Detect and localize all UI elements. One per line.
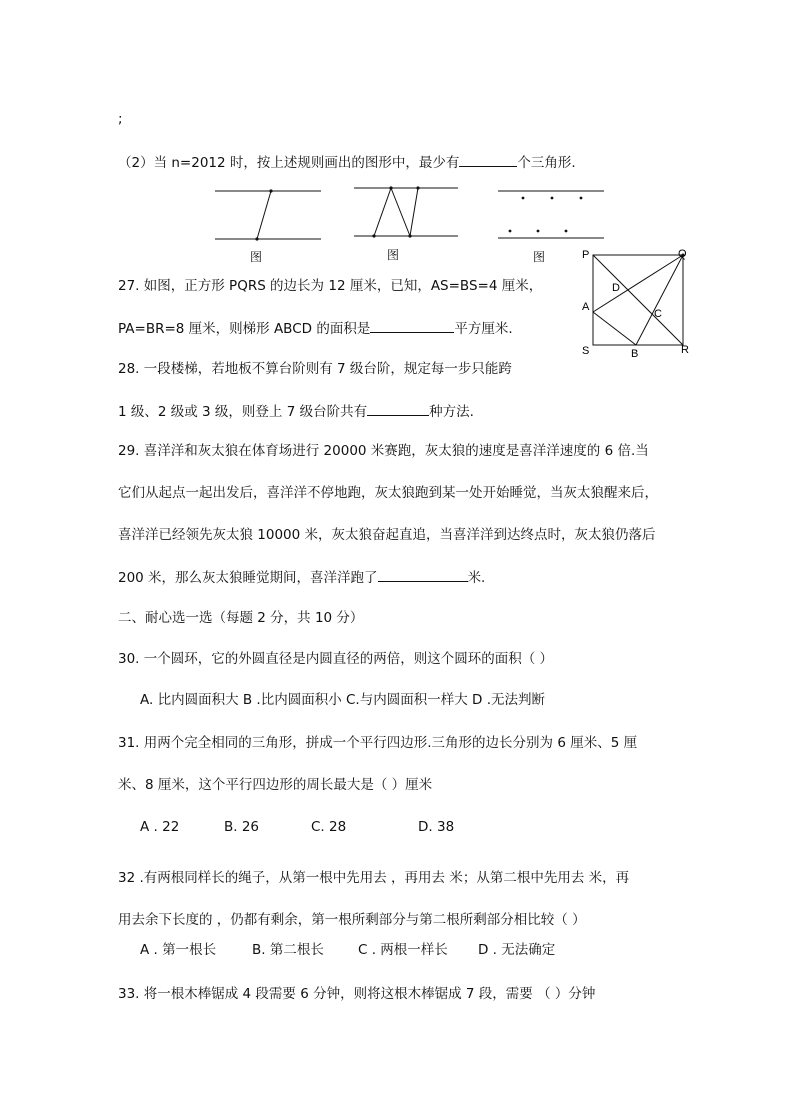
q32-options	[140, 941, 555, 959]
q32-option-a[interactable]: A . 第一根长	[140, 942, 217, 958]
q28-text-end: 种方法.	[429, 404, 474, 420]
q31-option-b[interactable]: B. 26	[224, 819, 260, 835]
figure-3	[498, 185, 608, 245]
section-2-heading: 二、耐心选一选（每题 2 分，共 10 分）	[118, 610, 364, 626]
q28-answer-blank[interactable]	[367, 401, 429, 416]
q31-option-d[interactable]: D. 38	[418, 819, 455, 835]
label-b: B	[631, 348, 639, 360]
q30-options: A. 比内圆面积大 B .比内圆面积小 C.与内圆面积一样大 D .无法判断	[140, 692, 545, 708]
q26-part2	[118, 152, 576, 172]
q29-line1: 29. 喜洋洋和灰太狼在体育场进行 20000 米赛跑，灰太狼的速度是喜洋洋速度的 6 倍.当	[118, 443, 649, 459]
q28-text: 1 级、2 级或 3 级，则登上 7 级台阶共有	[118, 404, 368, 420]
q29-line3: 喜洋洋已经领先灰太狼 10000 米，灰太狼奋起直追，当喜洋洋到达终点时，灰太狼仍落后	[118, 527, 656, 543]
figure-1-label: 图	[250, 250, 263, 264]
q26-answer-blank[interactable]	[459, 152, 517, 167]
label-r: R	[681, 344, 689, 356]
q27-text-end: 平方厘米.	[454, 321, 513, 337]
q28-line1: 28. 一段楼梯，若地板不算台阶则有 7 级台阶，规定每一步只能跨	[118, 361, 512, 377]
label-a: A	[582, 301, 590, 313]
q30-stem: 30. 一个圆环，它的外圆直径是内圆直径的两倍，则这个圆环的面积（ ）	[118, 651, 554, 667]
top-mark: ;	[118, 111, 123, 127]
figure-1	[215, 185, 325, 245]
q29-text: 200 米，那么灰太狼睡觉期间，喜洋洋跑了	[118, 570, 378, 586]
q29-answer-blank[interactable]	[378, 567, 468, 582]
q29-line4	[118, 567, 485, 587]
q27-answer-blank[interactable]	[370, 318, 454, 333]
label-p: P	[582, 249, 590, 261]
q29-line2: 它们从起点一起出发后，喜洋洋不停地跑，灰太狼跑到某一处开始睡觉，当灰太狼醒来后，	[118, 485, 658, 501]
q28-line2	[118, 401, 474, 421]
label-q: Q	[678, 248, 687, 260]
q26-text-end: 个三角形.	[517, 155, 576, 171]
q31-line2: 米、8 厘米，这个平行四边形的周长最大是（ ）厘米	[118, 777, 433, 793]
label-s: S	[582, 345, 590, 357]
q27-line2	[118, 318, 513, 338]
q26-text: （2）当 n=2012 时，按上述规则画出的图形中，最少有	[118, 155, 460, 171]
q27-line1: 27. 如图，正方形 PQRS 的边长为 12 厘米，已知，AS=BS=4 厘米，	[118, 278, 543, 294]
label-c: C	[654, 308, 662, 320]
figure-2	[354, 183, 464, 243]
square-pqrs-diagram	[580, 245, 690, 360]
q32-option-c[interactable]: C . 两根一样长	[358, 942, 448, 958]
q31-options	[140, 818, 454, 836]
q31-option-a[interactable]: A . 22	[140, 819, 180, 835]
q29-text-end: 米.	[467, 570, 486, 586]
q33-stem: 33. 将一根木棒锯成 4 段需要 6 分钟，则将这根木棒锯成 7 段，需要 （ ）分钟	[118, 986, 596, 1002]
q32-option-d[interactable]: D . 无法确定	[478, 942, 556, 958]
figure-2-label: 图	[387, 248, 400, 262]
figure-3-label: 图	[533, 250, 546, 264]
q27-text: PA=BR=8 厘米，则梯形 ABCD 的面积是	[118, 321, 371, 337]
q32-line1: 32 .有两根同样长的绳子，从第一根中先用去 ，再用去 米；从第二根中先用去 米，再	[118, 870, 630, 886]
label-d: D	[612, 282, 620, 294]
q32-line2: 用去余下长度的 ，仍都有剩余，第一根所剩部分与第二根所剩部分相比较（ ）	[118, 912, 586, 928]
q31-option-c[interactable]: C. 28	[311, 819, 347, 835]
q31-line1: 31. 用两个完全相同的三角形，拼成一个平行四边形.三角形的边长分别为 6 厘米、5 厘	[118, 735, 638, 751]
q32-option-b[interactable]: B. 第二根长	[252, 942, 324, 958]
